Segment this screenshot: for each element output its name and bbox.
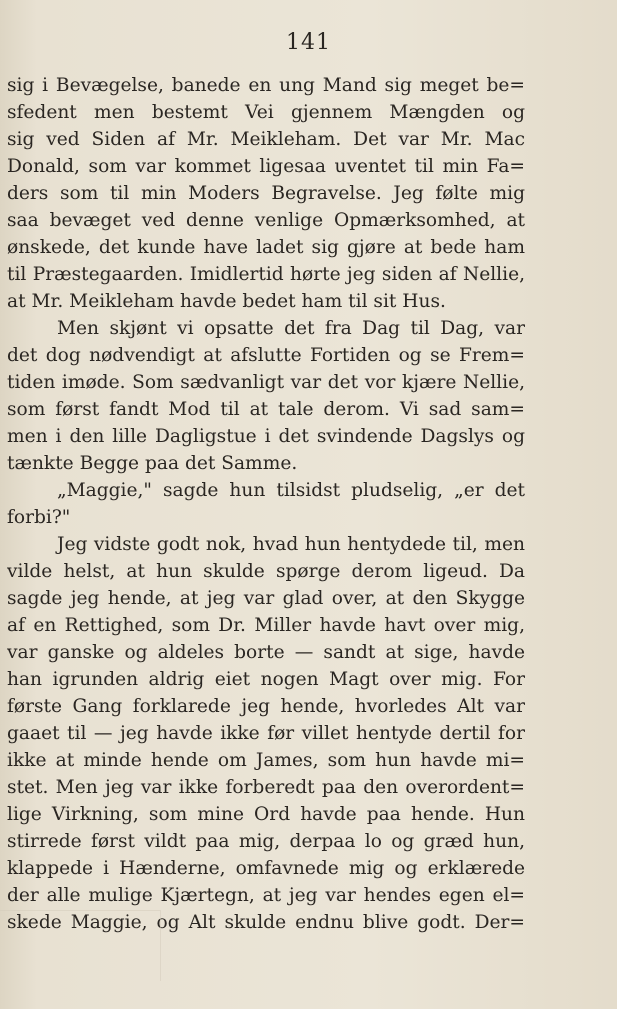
text-line: klappede i Hænderne, omfavnede mig og erklærede xyxy=(7,858,525,879)
text-line: stet. Men jeg var ikke forberedt paa den overordent= xyxy=(7,777,525,798)
text-line: lige Virkning, som mine Ord havde paa hende. Hun xyxy=(7,804,525,825)
body-text xyxy=(7,72,525,936)
text-line: det dog nødvendigt at afslutte Fortiden og se Frem= xyxy=(7,345,525,366)
text-line: gaaet til — jeg havde ikke før villet hentyde dertil for xyxy=(7,723,525,744)
text-line: sfedent men bestemt Vei gjennem Mængden og xyxy=(7,102,525,123)
text-line: ønskede, det kunde have ladet sig gjøre at bede ham xyxy=(7,237,525,258)
text-line: saa bevæget ved denne venlige Opmærksomhed, at xyxy=(7,210,525,231)
text-line: „Maggie," sagde hun tilsidst pludselig, „er det xyxy=(57,480,525,501)
text-line: til Præstegaarden. Imidlertid hørte jeg siden af Nellie, xyxy=(7,264,525,285)
text-line: der alle mulige Kjærtegn, at jeg var hendes egen el= xyxy=(7,885,525,906)
page-number: 141 xyxy=(286,30,331,55)
text-line: at Mr. Meikleham havde bedet ham til sit Hus. xyxy=(7,291,446,312)
text-line: første Gang forklarede jeg hende, hvorledes Alt var xyxy=(7,696,525,717)
text-line: sagde jeg hende, at jeg var glad over, at den Skygge xyxy=(7,588,525,609)
text-line: men i den lille Dagligstue i det svindende Dagslys og xyxy=(7,426,525,447)
text-line: forbi?" xyxy=(7,507,71,528)
text-line: tænkte Begge paa det Samme. xyxy=(7,453,298,474)
text-line: ikke at minde hende om James, som hun havde mi= xyxy=(7,750,525,771)
paper-stain xyxy=(0,910,161,981)
text-line: Donald, som var kommet ligesaa uventet til min Fa= xyxy=(7,156,525,177)
text-line: som først fandt Mod til at tale derom. Vi sad sam= xyxy=(7,399,525,420)
text-line: Jeg vidste godt nok, hvad hun hentydede til, men xyxy=(57,534,525,555)
text-line: stirrede først vildt paa mig, derpaa lo og græd hun, xyxy=(7,831,525,852)
text-line: sig ved Siden af Mr. Meikleham. Det var Mr. Mac xyxy=(7,129,525,150)
text-line: ders som til min Moders Begravelse. Jeg følte mig xyxy=(7,183,525,204)
text-line: tiden imøde. Som sædvanligt var det vor kjære Nellie, xyxy=(7,372,525,393)
text-line: vilde helst, at hun skulde spørge derom ligeud. Da xyxy=(7,561,525,582)
text-line: sig i Bevægelse, banede en ung Mand sig meget be= xyxy=(7,75,525,96)
text-line: af en Rettighed, som Dr. Miller havde havt over mig, xyxy=(7,615,525,636)
text-line: Men skjønt vi opsatte det fra Dag til Dag, var xyxy=(57,318,525,339)
text-line: skede Maggie, og Alt skulde endnu blive godt. Der= xyxy=(7,912,525,933)
text-line: han igrunden aldrig eiet nogen Magt over mig. For xyxy=(7,669,525,690)
text-line: var ganske og aldeles borte — sandt at sige, havde xyxy=(7,642,525,663)
